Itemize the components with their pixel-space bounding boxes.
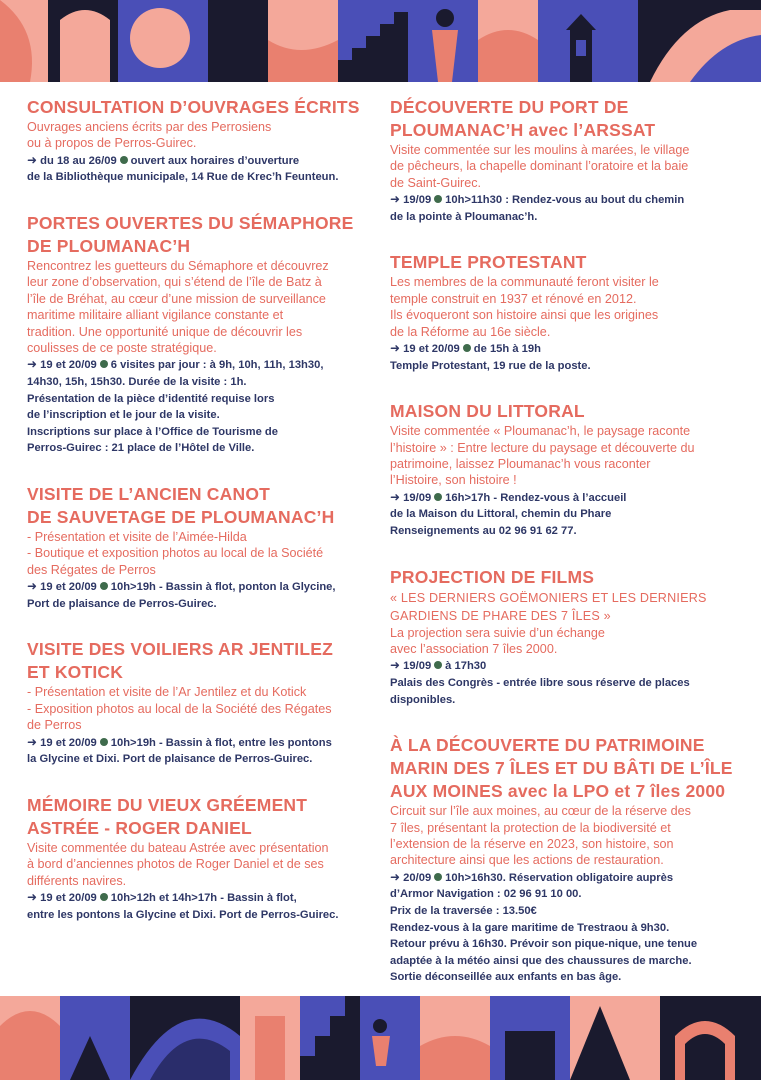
event-voiliers xyxy=(27,638,372,767)
arrow-icon: ➜ xyxy=(27,734,38,749)
event-consultation-ouvrages xyxy=(27,96,372,186)
bottom-illustration-banner xyxy=(0,996,761,1080)
event-info: ➜ 19 et 20/09 6 visites par jour : à 9h, 10h, 11h, 13h30, 14h30, 15h, 15h30. Durée de la visite : 1h. Présentation de la pièce d’identité requise lors de l’inscription et le jour de la visite. Inscriptions sur place à l’Office de Tourisme de Perros-Guirec : 21 place de l’Hôtel de Ville. xyxy=(27,357,324,455)
arrow-icon: ➜ xyxy=(390,341,401,356)
event-title: À LA DÉCOUVERTE DU PATRIMOINE MARIN DES 7 ÎLES ET DU BÂTI DE L’ÎLE AUX MOINES avec la LPO et 7 îles 2000 xyxy=(390,735,733,802)
event-title: MÉMOIRE DU VIEUX GRÉEMENT ASTRÉE - ROGER DANIEL xyxy=(27,794,308,838)
arrow-icon: ➜ xyxy=(390,869,401,884)
event-title: CONSULTATION D’OUVRAGES ÉCRITS xyxy=(27,97,360,117)
event-description: - Présentation et visite de l’Aimée-Hilda - Boutique et exposition photos au local de la Société des Régates de Perros xyxy=(27,530,324,577)
bullet-dot-icon xyxy=(434,661,442,669)
event-info: ➜ 19/09 16h>17h - Rendez-vous à l’accueil de la Maison du Littoral, chemin du Phare Renseignements au 02 96 91 62 77. xyxy=(390,489,627,538)
bullet-dot-icon xyxy=(100,582,108,590)
arrow-icon: ➜ xyxy=(27,357,38,372)
arrow-icon: ➜ xyxy=(390,658,401,673)
top-illustration xyxy=(0,0,761,82)
arrow-icon: ➜ xyxy=(390,192,401,207)
event-description: La projection sera suivie d’un échange avec l’association 7 îles 2000. xyxy=(390,625,605,657)
event-temple-protestant xyxy=(390,251,740,374)
bullet-dot-icon xyxy=(120,156,128,164)
event-vieux-greement xyxy=(27,794,372,923)
event-title: TEMPLE PROTESTANT xyxy=(390,252,587,273)
event-title: DÉCOUVERTE DU PORT DE PLOUMANAC’H avec l’ARSSAT xyxy=(390,97,656,140)
top-illustration-banner xyxy=(0,0,761,82)
arrow-icon: ➜ xyxy=(27,152,38,167)
event-info: ➜ 19/09 10h>11h30 : Rendez-vous au bout du chemin de la pointe à Ploumanac’h. xyxy=(390,192,685,223)
event-title: MAISON DU LITTORAL xyxy=(390,401,585,422)
event-info: ➜ 20/09 10h>16h30. Réservation obligatoire auprès d’Armor Navigation : 02 96 91 10 00. Prix de la traversée : 13.50€ Rendez-vous à la gare maritime de Trestraou à 9h30. Retour prévu à 16h30. Prévoir son pique-nique, une tenue adaptée à la météo ainsi que des chaussures de marche. Sortie déconseillée aux enfants en bas âge. xyxy=(390,869,698,984)
right-column xyxy=(390,96,740,1012)
arrow-icon: ➜ xyxy=(390,489,401,504)
film-title: « LES DERNIERS GOËMONIERS ET LES DERNIERS GARDIENS DE PHARE DES 7 ÎLES » xyxy=(390,590,707,623)
event-info: ➜ 19 et 20/09 10h>19h - Bassin à flot, entre les pontons la Glycine et Dixi. Port de plaisance de Perros-Guirec. xyxy=(27,734,332,766)
event-info: ➜ 19 et 20/09 10h>12h et 14h>17h - Bassin à flot, entre les pontons la Glycine et Dixi. Port de Perros-Guirec. xyxy=(27,890,339,921)
event-title: PORTES OUVERTES DU SÉMAPHORE DE PLOUMANAC’H xyxy=(27,213,354,256)
event-description: - Présentation et visite de l’Ar Jentilez et du Kotick - Exposition photos au local de la Société des Régates de Perros xyxy=(27,685,332,733)
bullet-dot-icon xyxy=(434,493,442,501)
event-description: Rencontrez les guetteurs du Sémaphore et découvrez leur zone d’observation, qui s’étend de l’île de Batz à l’île de Bréhat, au cœur d’une mission de surveillance maritime militaire alliant vigilance constante et tradition. Une opportunité unique de découvrir les coulisses de ce poste stratégique. xyxy=(27,259,329,356)
event-projection-films xyxy=(390,566,740,709)
event-semaphore xyxy=(27,212,372,457)
bullet-dot-icon xyxy=(100,360,108,368)
event-title: VISITE DES VOILIERS AR JENTILEZ ET KOTICK xyxy=(27,639,334,683)
arrow-icon: ➜ xyxy=(27,579,38,594)
bullet-dot-icon xyxy=(434,195,442,203)
bullet-dot-icon xyxy=(434,873,442,881)
event-description: Visite commentée « Ploumanac’h, le paysage raconte l’histoire » : Entre lecture du paysage et découverte du patrimoine, laissez Ploumanac’h vous raconter l’Histoire, son histoire ! xyxy=(390,424,695,488)
event-patrimoine-7-iles xyxy=(390,734,740,986)
bullet-dot-icon xyxy=(463,344,471,352)
bullet-dot-icon xyxy=(100,893,108,901)
event-description: Visite commentée du bateau Astrée avec présentation à bord d’anciennes photos de Roger Daniel et de ses différents navires. xyxy=(27,840,329,888)
event-title: VISITE DE L’ANCIEN CANOT DE SAUVETAGE DE PLOUMANAC’H xyxy=(27,484,335,527)
event-info: ➜ 19 et 20/09 10h>19h - Bassin à flot, ponton la Glycine, Port de plaisance de Perros-Guirec. xyxy=(27,579,336,610)
event-canot-sauvetage xyxy=(27,483,372,612)
event-port-ploumanach xyxy=(390,96,740,225)
event-info: ➜ 19/09 à 17h30 Palais des Congrès - entrée libre sous réserve de places disponibles. xyxy=(390,658,690,706)
event-description: Circuit sur l’île aux moines, au cœur de la réserve des 7 îles, présentant la protection de la biodiversité et l’extension de la réserve en 2023, son histoire, son architecture ainsi que les actions de restauration. xyxy=(390,804,691,868)
event-description: Ouvrages anciens écrits par des Perrosiens ou à propos de Perros-Guirec. xyxy=(27,120,272,151)
event-info: ➜ 19 et 20/09 de 15h à 19h Temple Protestant, 19 rue de la poste. xyxy=(390,341,591,372)
event-info: ➜ du 18 au 26/09 ouvert aux horaires d’ouverture de la Bibliothèque municipale, 14 Rue de Krec’h Feunteun. xyxy=(27,152,339,184)
event-description: Visite commentée sur les moulins à marées, le village de pêcheurs, la chapelle dominant l’oratoire et la baie de Saint-Guirec. xyxy=(390,143,690,190)
event-maison-littoral xyxy=(390,400,740,539)
bullet-dot-icon xyxy=(100,738,108,746)
left-column xyxy=(27,96,372,949)
arrow-icon: ➜ xyxy=(27,890,38,905)
event-title: PROJECTION DE FILMS xyxy=(390,566,595,587)
event-description: Les membres de la communauté feront visiter le temple construit en 1937 et rénové en 2012. Ils évoqueront son histoire ainsi que les origines de la Réforme au 16e siècle. xyxy=(390,275,659,339)
bottom-illustration xyxy=(0,996,761,1080)
